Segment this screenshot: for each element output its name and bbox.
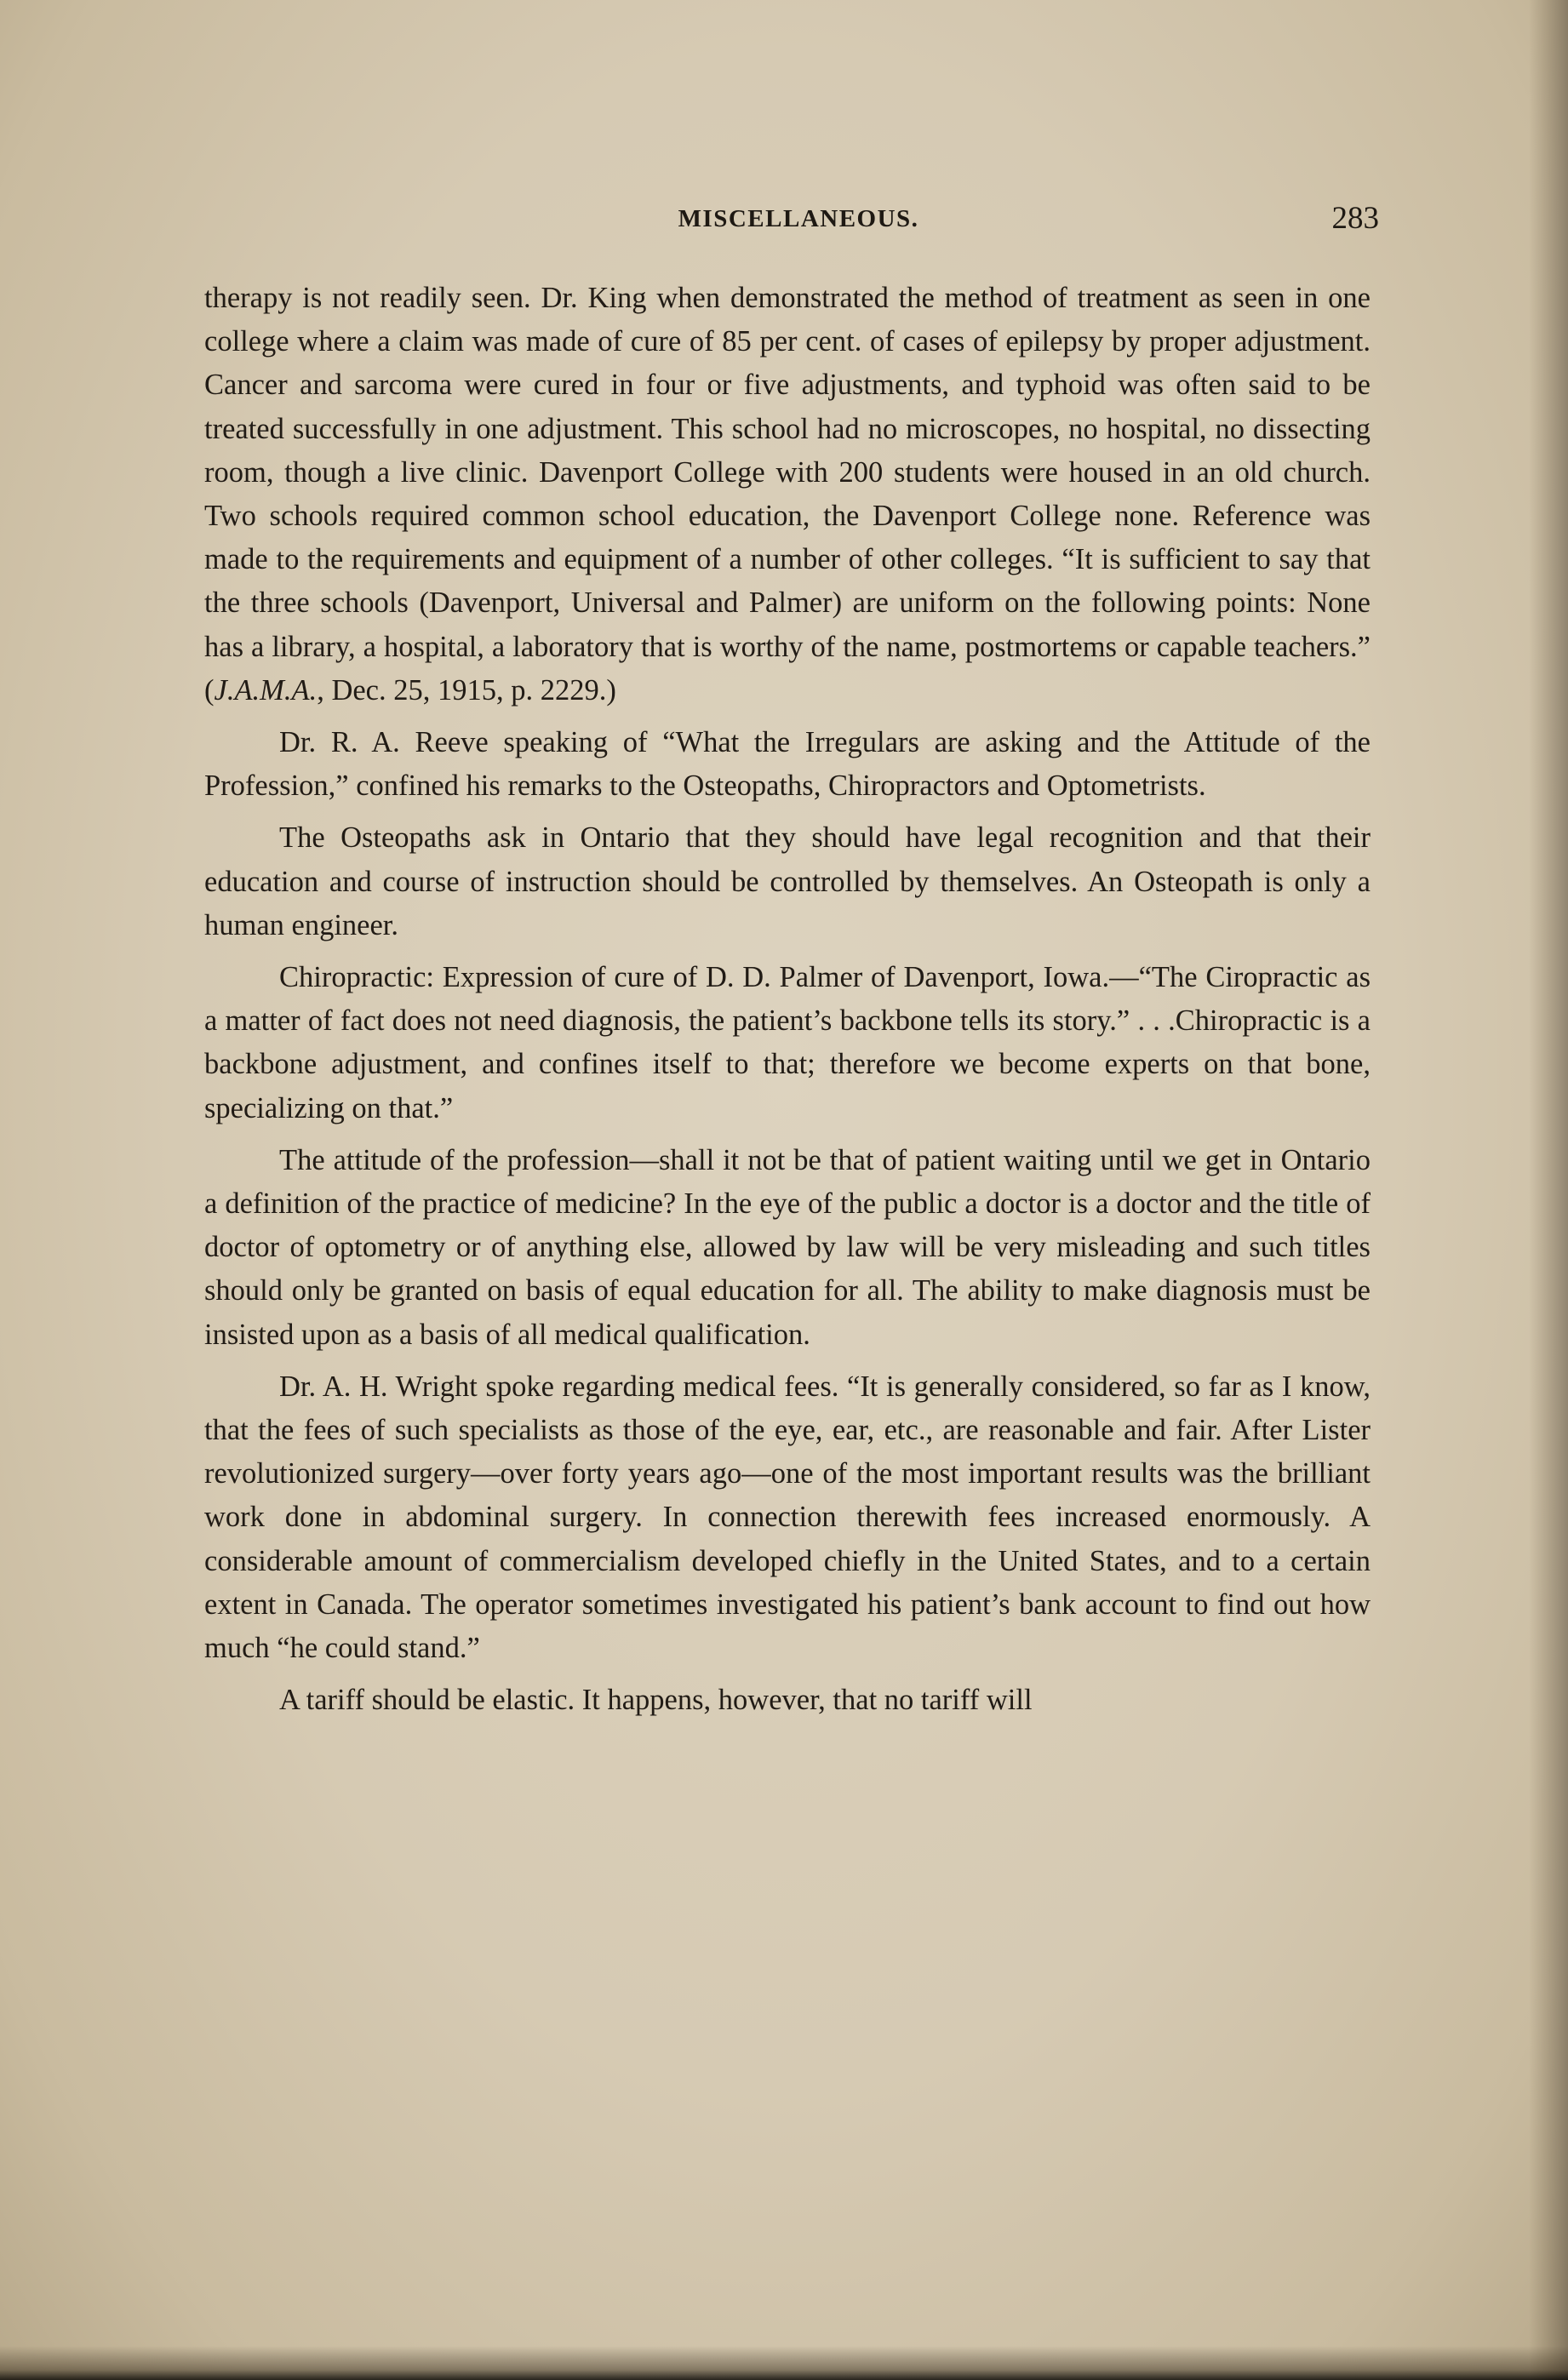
paragraph-text: therapy is not readily seen. Dr. King when demonstrated the method of treatment as seen in one college where a claim was made of cure of 85 per cent. of cases of epilepsy by proper adjustment. Cancer and sarcoma were cured in four or five adjustments, and typhoid was often said to be treated successfully in one adjustment. This school had no microscopes, no hospital, no dissecting room, though a live clinic. Davenport College with 200 students were housed in an old church. Two schools required common school education, the Davenport College none. Reference was made to the requirements and equipment of a number of other colleges. “It is sufficient to say that the three schools (Davenport, Universal and Palmer) are uniform on the following points: None has a library, a hospital, a laboratory that is worthy of the name, postmortems or capable teachers.” ( xyxy=(204,282,1371,707)
paragraph xyxy=(204,956,1371,1130)
running-head xyxy=(220,200,1377,251)
paragraph xyxy=(204,1365,1371,1670)
paragraph xyxy=(204,1679,1371,1722)
paragraph-text: Dr. R. A. Reeve speaking of “What the Irregulars are asking and the Attitude of the Profession,” confined his remarks to the Osteopaths, Chiropractors and Optometrists. xyxy=(204,726,1371,803)
page-bottom-shadow xyxy=(0,2346,1568,2380)
running-title: MISCELLANEOUS. xyxy=(678,205,919,232)
paragraph xyxy=(204,277,1371,712)
paragraph-text: The Osteopaths ask in Ontario that they should have legal recognition and that their education and course of instruction should be controlled by themselves. An Osteopath is only a human engineer. xyxy=(204,821,1371,941)
paragraph xyxy=(204,816,1371,947)
paragraph-text: A tariff should be elastic. It happens, however, that no tariff will xyxy=(279,1684,1033,1717)
citation-title: J.A.M.A. xyxy=(214,673,318,707)
paragraph-text: Chiropractic: Expression of cure of D. D. Palmer of Davenport, Iowa.—“The Ciropractic as a matter of fact does not need diagnosis, the patient’s backbone tells its story.” . . .Chiropractic is a backbone adjustment, and confines itself to that; therefore we become experts on that bone, specializing on that.” xyxy=(204,961,1371,1124)
body-text xyxy=(204,277,1371,1723)
paragraph-text: , Dec. 25, 1915, p. 2229.) xyxy=(317,673,616,707)
paragraph-text: The attitude of the profession—shall it not be that of patient waiting until we get in Ontario a definition of the practice of medicine? In the eye of the public a doctor is a doctor and the title of doctor of optometry or of anything else, allowed by law will be very misleading and such titles should only be granted on basis of equal education for all. The ability to make diagnosis must be insisted upon as a basis of all medical qualification. xyxy=(204,1143,1371,1351)
page-gutter-shadow xyxy=(1529,0,1568,2380)
paragraph xyxy=(204,1139,1371,1357)
paragraph xyxy=(204,721,1371,808)
page-number: 283 xyxy=(1331,201,1379,236)
paragraph-text: Dr. A. H. Wright spoke regarding medical fees. “It is generally considered, so far as I know, that the fees of such specialists as those of the eye, ear, etc., are reasonable and fair. After Lister revolutionized surgery—over forty years ago—one of the most important results was the brilliant work done in abdominal surgery. In connection therewith fees increased enormously. A considerable amount of commercialism developed chiefly in the United States, and to a certain extent in Canada. The operator sometimes investigated his patient’s bank account to find out how much “he could stand.” xyxy=(204,1370,1371,1665)
